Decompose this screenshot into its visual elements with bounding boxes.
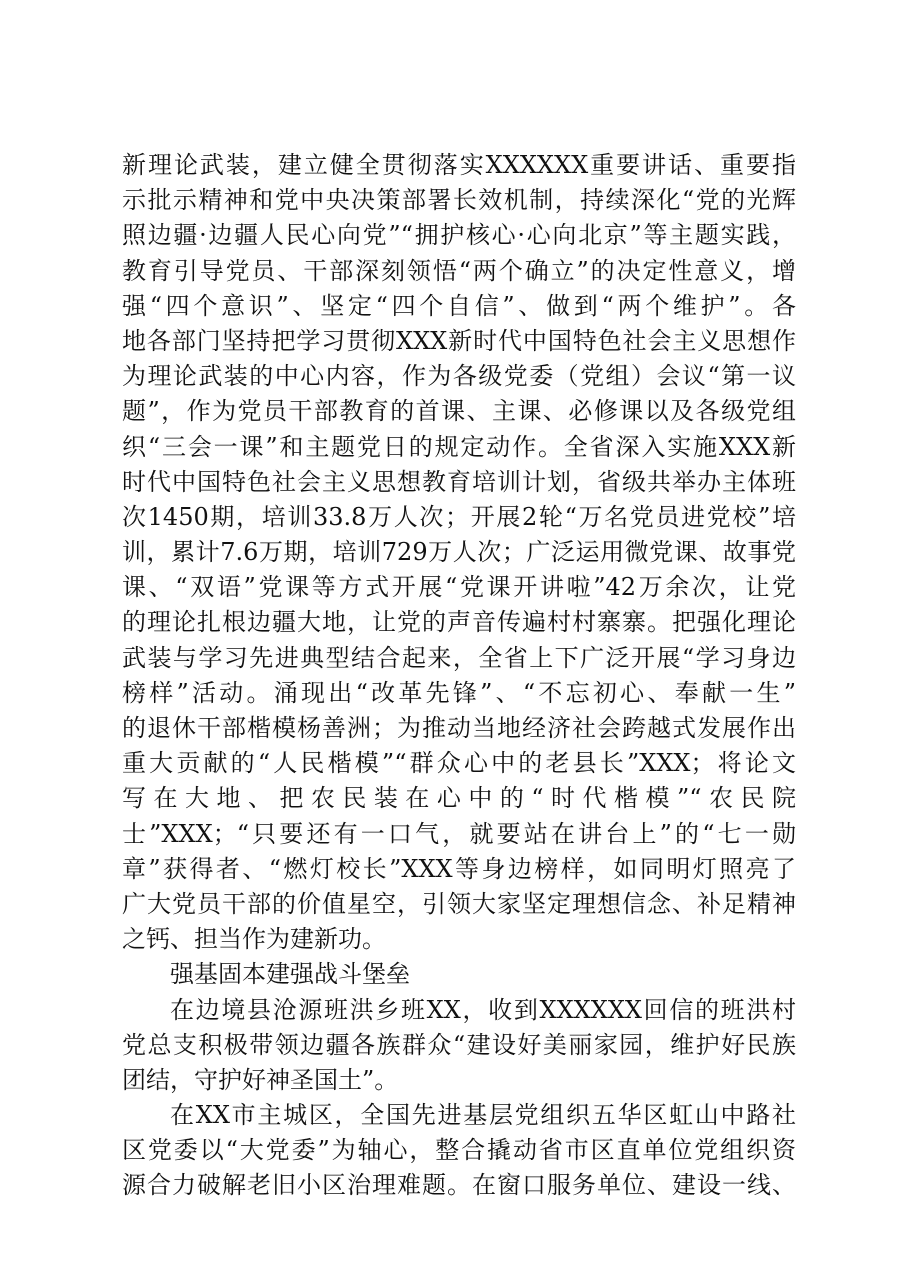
text-line: 时代中国特色社会主义思想教育培训计划，省级共举办主体班 xyxy=(122,467,796,496)
text-line: 之钙、担当作为建新功。 xyxy=(122,925,386,954)
text-line: 重大贡献的“人民楷模”“群众心中的老县长”XXX；将论文 xyxy=(122,749,796,778)
text-line: 写在大地、把农民装在心中的“时代楷模”“农民院 xyxy=(122,784,796,813)
text-line: 武装与学习先进典型结合起来，全省上下广泛开展“学习身边 xyxy=(122,643,796,672)
text-line: 党总支积极带领边疆各族群众“建设好美丽家园，维护好民族 xyxy=(122,1030,796,1059)
text-line: 训，累计7.6万期，培训729万人次；广泛运用微党课、故事党 xyxy=(122,538,796,567)
text-line: 的理论扎根边疆大地，让党的声音传遍村村寨寨。把强化理论 xyxy=(122,608,796,637)
text-line: 新理论武装，建立健全贯彻落实XXXXXX重要讲话、重要指 xyxy=(122,151,796,179)
text-line: 次1450期，培训33.8万人次；开展2轮“万名党员进党校”培 xyxy=(122,502,796,531)
text-line: 广大党员干部的价值星空，引领大家坚定理想信念、补足精神 xyxy=(122,889,796,918)
text-line: 地各部门坚持把学习贯彻XXX新时代中国特色社会主义思想作 xyxy=(122,326,796,355)
text-line: 示批示精神和党中央决策部署长效机制，持续深化“党的光辉 xyxy=(122,186,796,215)
text-line: 章”获得者、“燃灯校长”XXX等身边榜样，如同明灯照亮了 xyxy=(122,854,796,883)
text-line: 的退休干部楷模杨善洲；为推动当地经济社会跨越式发展作出 xyxy=(122,714,796,742)
section-heading: 强基固本建强战斗堡垒 xyxy=(170,960,410,989)
text-line: 团结，守护好神圣国土”。 xyxy=(122,1065,399,1094)
text-line: 榜样”活动。涌现出“改革先锋”、“不忘初心、奉献一生” xyxy=(122,678,796,707)
text-line: 在XX市主城区，全国先进基层党组织五华区虹山中路社 xyxy=(170,1101,796,1130)
text-line: 强“四个意识”、坚定“四个自信”、做到“两个维护”。各 xyxy=(122,291,796,320)
text-line: 区党委以“大党委”为轴心，整合撬动省市区直单位党组织资 xyxy=(122,1136,796,1165)
document-body xyxy=(122,148,796,1204)
text-line: 织“三会一课”和主题党日的规定动作。全省深入实施XXX新 xyxy=(122,432,796,461)
text-line: 课、“双语”党课等方式开展“党课开讲啦”42万余次，让党 xyxy=(122,573,796,602)
text-line: 教育引导党员、干部深刻领悟“两个确立”的决定性意义，增 xyxy=(122,256,796,285)
text-line: 照边疆·边疆人民心向党”“拥护核心·心向北京”等主题实践， xyxy=(122,221,796,250)
text-line: 源合力破解老旧小区治理难题。在窗口服务单位、建设一线、 xyxy=(122,1171,796,1200)
text-line: 在边境县沧源班洪乡班XX，收到XXXXXX回信的班洪村 xyxy=(170,995,796,1024)
text-line: 士”XXX；“只要还有一口气，就要站在讲台上”的“七一勋 xyxy=(122,819,796,848)
text-line: 为理论武装的中心内容，作为各级党委（党组）会议“第一议 xyxy=(122,362,796,391)
text-line: 题”，作为党员干部教育的首课、主课、必修课以及各级党组 xyxy=(122,397,796,426)
